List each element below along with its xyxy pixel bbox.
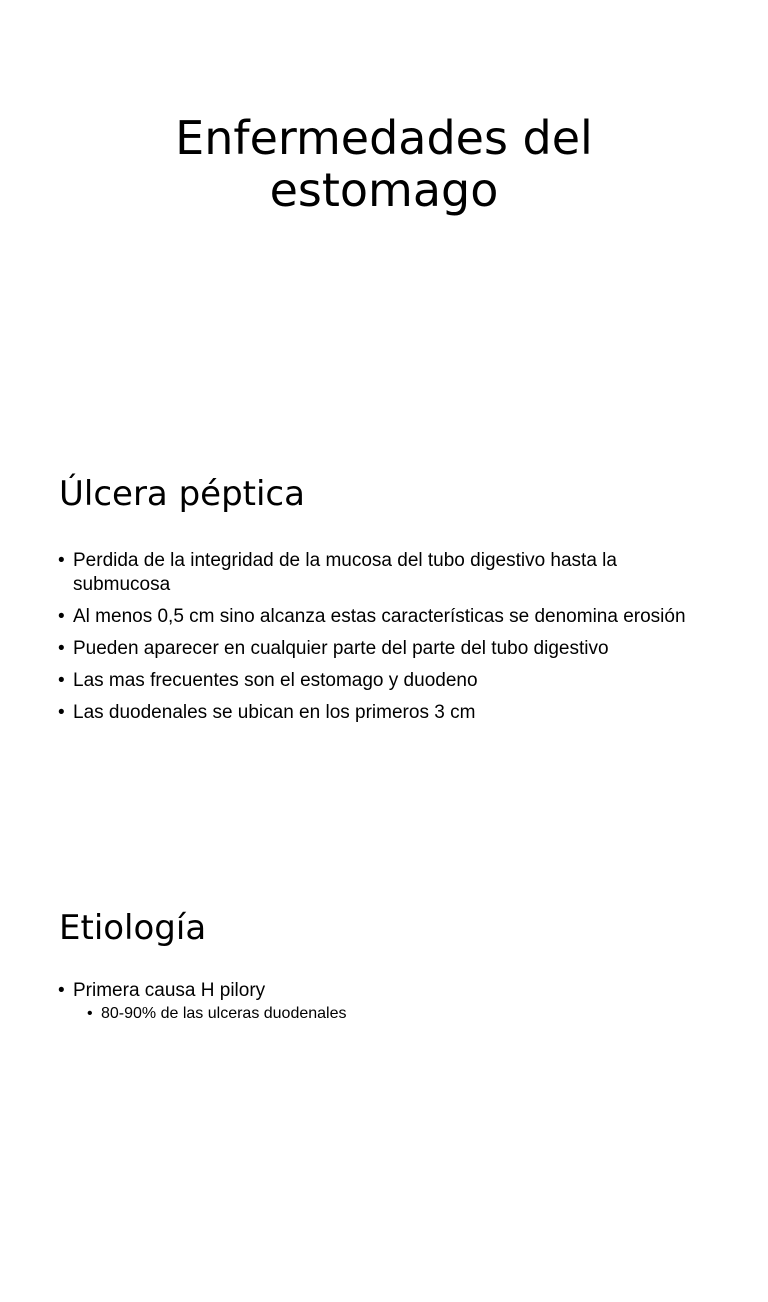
ulcera-heading: Úlcera péptica: [59, 474, 305, 514]
list-item: [58, 669, 698, 693]
etiologia-heading: Etiología: [59, 908, 207, 948]
bullet-icon: •: [58, 980, 65, 1001]
bullet-text: Las mas frecuentes son el estomago y duodeno: [73, 670, 478, 691]
bullet-icon: •: [58, 670, 65, 691]
sub-bullet-icon: •: [87, 1005, 93, 1022]
etiologia-bullet-list: [58, 979, 698, 1033]
bullet-text: Las duodenales se ubican en los primeros 3 cm: [73, 702, 476, 723]
ulcera-slide: [0, 434, 768, 868]
list-item: [58, 637, 698, 661]
title-line-2: estomago: [269, 163, 499, 217]
bullet-icon: •: [58, 638, 65, 659]
list-item: [58, 979, 698, 1025]
title-line-1: Enfermedades del: [175, 111, 593, 165]
bullet-icon: •: [58, 606, 65, 627]
list-item: [58, 549, 698, 597]
bullet-icon: •: [58, 702, 65, 723]
bullet-text: Primera causa H pilory: [73, 980, 266, 1001]
bullet-text: Perdida de la integridad de la mucosa del tubo digestivo hasta la submucosa: [73, 550, 617, 595]
presentation-title: [0, 112, 768, 216]
etiologia-sub-list: [73, 1003, 698, 1025]
bullet-text: Pueden aparecer en cualquier parte del parte del tubo digestivo: [73, 638, 609, 659]
list-item: [58, 605, 698, 629]
list-item: [87, 1003, 698, 1025]
bullet-icon: •: [58, 550, 65, 571]
bullet-text: Al menos 0,5 cm sino alcanza estas características se denomina erosión: [73, 606, 686, 627]
sub-bullet-text: 80-90% de las ulceras duodenales: [101, 1005, 347, 1022]
etiologia-slide: [0, 868, 768, 1302]
title-slide: [0, 0, 768, 434]
ulcera-bullet-list: [58, 549, 698, 733]
list-item: [58, 701, 698, 725]
